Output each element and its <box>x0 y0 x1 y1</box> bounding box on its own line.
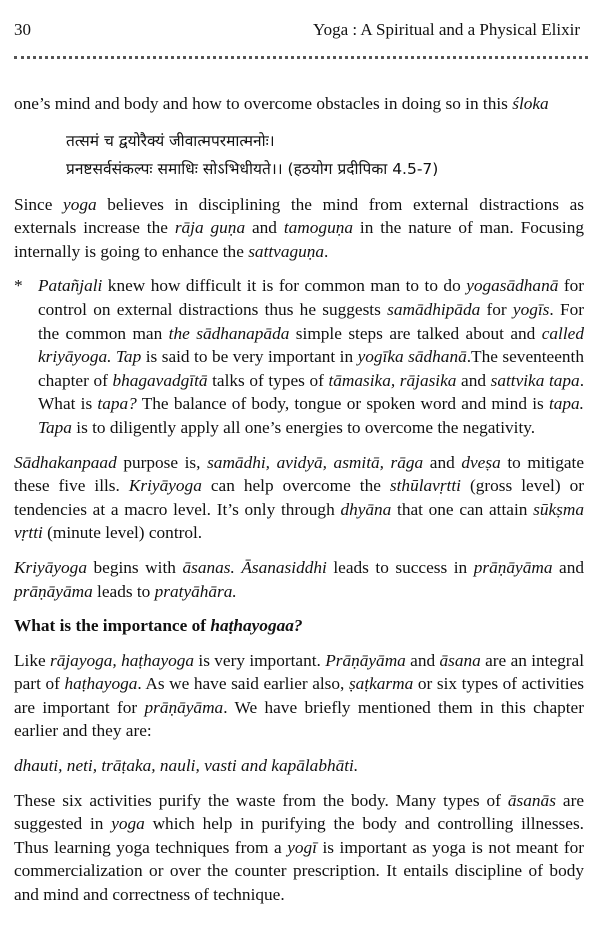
page-body <box>14 92 584 918</box>
bullet-patanjali <box>14 274 584 439</box>
paragraph-intro: one’s mind and body and how to overcome obstacles in doing so in this śloka <box>14 94 549 113</box>
paragraph-purify: These six activities purify the waste from the body. Many types of āsanās are suggested in yoga which help in purifying the body and controlling illnesses. Thus learning yoga techniques from a yogī is important as yoga is not meant for commercialization or over the counter prescription. It entails discipline of body and mind and correctness of technique. <box>14 790 584 905</box>
header-divider <box>14 56 588 59</box>
paragraph-sadhakanpaad: Sādhakanpaad purpose is, samādhi, avidyā, asmitā, rāga and dveṣa to mitigate these five ills. Kriyāyoga can help overcome the sthūlavṛtti (gross level) or tendencies at a macro level. It’s only through dhyāna that one can attain sūkṣma vṛtti (minute level) control. <box>14 452 585 543</box>
running-title: Yoga : A Spiritual and a Physical Elixir <box>313 20 580 39</box>
page-number: 30 <box>14 20 31 39</box>
bullet-star: * <box>14 276 23 296</box>
shatkarma-list: dhauti, neti, trāṭaka, nauli, vasti and kapālabhāti. <box>14 756 359 776</box>
paragraph-kriyayoga: Kriyāyoga begins with āsanas. Āsanasiddhi leads to success in prāṇāyāma and prāṇāyāma leads to pratyāhāra. <box>14 557 584 601</box>
bullet-text: Patañjali knew how difficult it is for common man to to do yogasādhanā for control on external distractions thus he suggests samādhipāda for yogīs. For the common man the sādhanapāda simple steps are talked about and called kriyāyoga. Tap is said to be very important in yogīka sādhanā.The seventeenth chapter of bhagavadgītā talks of types of tāmasika, rājasika and sattvika tapa. What is tapa? The balance of body, tongue or spoken word and mind is tapa. Tapa is to diligently apply all one’s energies to overcome the negativity. <box>38 276 585 437</box>
verse-line-1: तत्समं च द्वयोरैक्यं जीवात्मपरमात्मनोः। <box>66 131 275 150</box>
paragraph-discipline: Since yoga believes in disciplining the mind from external distractions as externals increase the rāja guṇa and tamoguṇa in the nature of man. Focusing internally is going to enhance the sattvaguṇa. <box>14 194 585 261</box>
verse-line-2: प्रनष्टसर्वसंकल्पः समाधिः सोऽभिधीयते।। (हठयोग प्रदीपिका 4.5-7) <box>66 159 439 178</box>
paragraph-hathayoga: Like rājayoga, haṭhayoga is very important. Prāṇāyāma and āsana are an integral part of haṭhayoga. As we have said earlier also, ṣaṭkarma or six types of activities are important for prāṇāyāma. We have briefly mentioned them in this chapter earlier and they are: <box>14 650 585 741</box>
section-heading: What is the importance of haṭhayogaa? <box>14 616 303 636</box>
sanskrit-verse <box>66 127 584 183</box>
